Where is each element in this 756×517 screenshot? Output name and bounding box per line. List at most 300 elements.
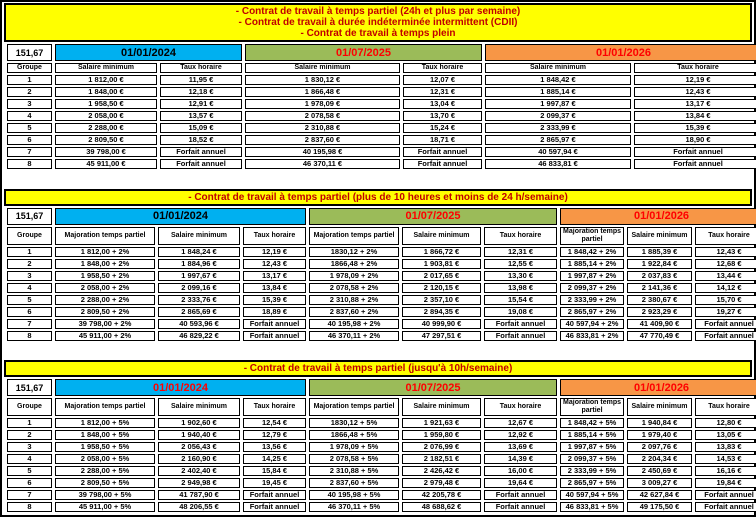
group-cell: 4 xyxy=(7,454,52,464)
group-cell: 6 xyxy=(7,307,52,317)
data-cell: 12,43 € xyxy=(243,259,306,269)
data-cell: 13,30 € xyxy=(484,271,557,281)
data-cell: 48 688,62 € xyxy=(402,502,481,512)
data-cell: Forfait annuel xyxy=(484,490,557,500)
group-cell: 2 xyxy=(7,87,52,97)
data-cell: 1 997,87 + 2% xyxy=(560,271,624,281)
data-cell: 13,69 € xyxy=(484,442,557,452)
period-date-cell: 01/01/2026 xyxy=(485,44,756,61)
data-cell: 1 997,67 € xyxy=(158,271,240,281)
data-cell: 12,92 € xyxy=(484,430,557,440)
table-row xyxy=(7,259,756,269)
data-cell: 13,98 € xyxy=(484,283,557,293)
data-cell: 1 940,84 € xyxy=(627,418,692,428)
column-header: Salaire minimum xyxy=(55,63,157,73)
data-cell: 14,25 € xyxy=(243,454,306,464)
data-cell: 1 848,00 € xyxy=(55,87,157,97)
data-cell: 12,91 € xyxy=(160,99,242,109)
table-title-line: - Contrat de travail à temps plein xyxy=(300,28,456,39)
data-cell: 18,52 € xyxy=(160,135,242,145)
period-header-row xyxy=(7,379,756,396)
table-row xyxy=(7,283,756,293)
table-row xyxy=(7,295,756,305)
table-row xyxy=(7,111,756,121)
data-cell: 2 058,00 + 2% xyxy=(55,283,155,293)
data-cell: 14,39 € xyxy=(484,454,557,464)
data-cell: 1 848,00 + 5% xyxy=(55,430,155,440)
data-cell: 14,53 € xyxy=(695,454,756,464)
data-cell: 40 597,94 + 5% xyxy=(560,490,624,500)
data-cell: 40 195,98 + 5% xyxy=(309,490,399,500)
data-cell: Forfait annuel xyxy=(695,331,756,341)
data-cell: 19,27 € xyxy=(695,307,756,317)
data-cell: 1 866,72 € xyxy=(402,247,481,257)
data-cell: 2 333,99 + 2% xyxy=(560,295,624,305)
data-cell: 1 812,00 + 5% xyxy=(55,418,155,428)
column-header-row xyxy=(7,63,756,73)
table-title-line: - Contrat de travail à temps partiel (jusqu'à 10h/semaine) xyxy=(243,363,513,374)
period-date-cell: 01/01/2026 xyxy=(560,379,756,396)
data-cell: 2 078,58 + 2% xyxy=(309,283,399,293)
data-cell: 2 058,00 + 5% xyxy=(55,454,155,464)
data-cell: 12,07 € xyxy=(403,75,482,85)
data-cell: 13,17 € xyxy=(634,99,756,109)
group-column-header: Groupe xyxy=(7,227,52,245)
table-row xyxy=(7,502,756,512)
data-cell: 39 798,00 + 2% xyxy=(55,319,155,329)
data-cell: 2 923,29 € xyxy=(627,307,692,317)
data-cell: 2 099,37 € xyxy=(485,111,631,121)
table-row xyxy=(7,307,756,317)
data-cell: 1866,48 + 2% xyxy=(309,259,399,269)
group-cell: 3 xyxy=(7,99,52,109)
data-cell: 2 099,16 € xyxy=(158,283,240,293)
hours-reference-cell: 151,67 xyxy=(7,208,52,225)
data-cell: Forfait annuel xyxy=(403,147,482,157)
data-cell: 47 297,51 € xyxy=(402,331,481,341)
data-cell: 12,43 € xyxy=(695,247,756,257)
group-cell: 1 xyxy=(7,247,52,257)
data-cell: 40 195,98 + 2% xyxy=(309,319,399,329)
data-cell: 12,31 € xyxy=(403,87,482,97)
column-header: Majoration temps partiel xyxy=(309,398,399,416)
data-cell: 19,64 € xyxy=(484,478,557,488)
group-cell: 4 xyxy=(7,283,52,293)
group-cell: 5 xyxy=(7,466,52,476)
data-cell: 46 833,81 + 5% xyxy=(560,502,624,512)
table-title-line: - Contrat de travail à temps partiel (24h et plus par semaine) xyxy=(235,6,521,17)
table-row xyxy=(7,418,756,428)
data-cell: 2 865,97 € xyxy=(485,135,631,145)
data-cell: 1830,12 + 2% xyxy=(309,247,399,257)
data-cell: 2 357,10 € xyxy=(402,295,481,305)
data-cell: 13,04 € xyxy=(403,99,482,109)
table-banner xyxy=(4,3,752,42)
data-cell: 2 288,00 + 5% xyxy=(55,466,155,476)
data-cell: 15,70 € xyxy=(695,295,756,305)
data-cell: 2 380,67 € xyxy=(627,295,692,305)
group-cell: 5 xyxy=(7,123,52,133)
column-header-row xyxy=(7,398,756,416)
data-cell: 1 884,96 € xyxy=(158,259,240,269)
data-cell: 2 078,58 € xyxy=(245,111,400,121)
data-cell: 12,31 € xyxy=(484,247,557,257)
period-date-cell: 01/07/2025 xyxy=(309,379,557,396)
data-cell: 2 160,90 € xyxy=(158,454,240,464)
data-cell: 42 627,84 € xyxy=(627,490,692,500)
period-header-row xyxy=(7,208,756,225)
data-cell: 1 958,50 + 5% xyxy=(55,442,155,452)
data-cell: 41 409,90 € xyxy=(627,319,692,329)
group-cell: 2 xyxy=(7,259,52,269)
data-cell: Forfait annuel xyxy=(160,147,242,157)
data-cell: 11,95 € xyxy=(160,75,242,85)
data-cell: 1 848,24 € xyxy=(158,247,240,257)
data-cell: 13,44 € xyxy=(695,271,756,281)
column-header-row xyxy=(7,227,756,245)
column-header: Majoration temps partiel xyxy=(309,227,399,245)
data-cell: 14,12 € xyxy=(695,283,756,293)
group-cell: 8 xyxy=(7,331,52,341)
hours-reference-cell: 151,67 xyxy=(7,44,52,61)
data-cell: Forfait annuel xyxy=(243,331,306,341)
data-cell: 16,16 € xyxy=(695,466,756,476)
rates-table xyxy=(4,206,756,343)
group-cell: 1 xyxy=(7,418,52,428)
column-header: Majoration temps partiel xyxy=(560,398,624,416)
section-temps-partiel-10-24h xyxy=(4,189,752,343)
group-cell: 8 xyxy=(7,502,52,512)
column-header: Taux horaire xyxy=(634,63,756,73)
data-cell: 12,68 € xyxy=(695,259,756,269)
data-cell: 13,56 € xyxy=(243,442,306,452)
data-cell: 12,54 € xyxy=(243,418,306,428)
data-cell: 46 370,11 € xyxy=(245,159,400,169)
period-header-row xyxy=(7,44,756,61)
data-cell: Forfait annuel xyxy=(243,490,306,500)
data-cell: 12,67 € xyxy=(484,418,557,428)
data-cell: 2 333,99 € xyxy=(485,123,631,133)
data-cell: 2 288,00 € xyxy=(55,123,157,133)
column-header: Taux horaire xyxy=(695,398,756,416)
data-cell: 19,84 € xyxy=(695,478,756,488)
group-cell: 6 xyxy=(7,135,52,145)
data-cell: 12,55 € xyxy=(484,259,557,269)
data-cell: 2 182,51 € xyxy=(402,454,481,464)
data-cell: 2 949,98 € xyxy=(158,478,240,488)
data-cell: 49 175,50 € xyxy=(627,502,692,512)
data-cell: 2 979,48 € xyxy=(402,478,481,488)
group-cell: 4 xyxy=(7,111,52,121)
period-date-cell: 01/01/2024 xyxy=(55,379,306,396)
data-cell: 45 911,00 + 2% xyxy=(55,331,155,341)
data-cell: 19,45 € xyxy=(243,478,306,488)
group-cell: 7 xyxy=(7,147,52,157)
data-cell: 1866,48 + 5% xyxy=(309,430,399,440)
data-cell: 46 833,81 € xyxy=(485,159,631,169)
data-cell: 13,70 € xyxy=(403,111,482,121)
data-cell: 13,57 € xyxy=(160,111,242,121)
data-cell: 2 204,34 € xyxy=(627,454,692,464)
section-temps-partiel-moins-10h xyxy=(4,360,752,514)
data-cell: 12,80 € xyxy=(695,418,756,428)
data-cell: 12,19 € xyxy=(634,75,756,85)
data-cell: 40 593,96 € xyxy=(158,319,240,329)
column-header: Salaire minimum xyxy=(627,227,692,245)
data-cell: 42 205,78 € xyxy=(402,490,481,500)
data-cell: Forfait annuel xyxy=(484,502,557,512)
table-row xyxy=(7,147,756,157)
data-cell: 1 848,42 + 2% xyxy=(560,247,624,257)
column-header: Taux horaire xyxy=(160,63,242,73)
data-cell: 2 141,36 € xyxy=(627,283,692,293)
table-row xyxy=(7,99,756,109)
data-cell: 12,19 € xyxy=(243,247,306,257)
data-cell: 2 310,88 + 2% xyxy=(309,295,399,305)
data-cell: 39 798,00 + 5% xyxy=(55,490,155,500)
data-cell: 40 999,90 € xyxy=(402,319,481,329)
column-header: Majoration temps partiel xyxy=(55,227,155,245)
data-cell: Forfait annuel xyxy=(695,319,756,329)
table-row xyxy=(7,490,756,500)
table-host xyxy=(4,42,752,171)
table-row xyxy=(7,478,756,488)
data-cell: 13,17 € xyxy=(243,271,306,281)
data-cell: 16,00 € xyxy=(484,466,557,476)
data-cell: 19,08 € xyxy=(484,307,557,317)
column-header: Taux horaire xyxy=(243,398,306,416)
group-cell: 5 xyxy=(7,295,52,305)
data-cell: 13,84 € xyxy=(243,283,306,293)
data-cell: Forfait annuel xyxy=(243,502,306,512)
data-cell: Forfait annuel xyxy=(634,147,756,157)
data-cell: Forfait annuel xyxy=(160,159,242,169)
data-cell: 1 958,50 € xyxy=(55,99,157,109)
data-cell: 1 978,09 + 5% xyxy=(309,442,399,452)
data-cell: 1 812,00 € xyxy=(55,75,157,85)
data-cell: 1 848,00 + 2% xyxy=(55,259,155,269)
data-cell: 13,05 € xyxy=(695,430,756,440)
table-row xyxy=(7,123,756,133)
data-cell: 2 333,99 + 5% xyxy=(560,466,624,476)
section-temps-plein xyxy=(4,3,752,171)
period-date-cell: 01/07/2025 xyxy=(245,44,482,61)
data-cell: 2 837,60 + 2% xyxy=(309,307,399,317)
data-cell: 1 848,42 + 5% xyxy=(560,418,624,428)
data-cell: 2 894,35 € xyxy=(402,307,481,317)
data-cell: 40 195,98 € xyxy=(245,147,400,157)
data-cell: 2 099,37 + 5% xyxy=(560,454,624,464)
data-cell: 2 809,50 € xyxy=(55,135,157,145)
table-title-line: - Contrat de travail à durée indéterminée intermittent (CDII) xyxy=(238,17,518,28)
data-cell: 2 402,40 € xyxy=(158,466,240,476)
period-date-cell: 01/01/2026 xyxy=(560,208,756,225)
data-cell: 15,39 € xyxy=(243,295,306,305)
data-cell: 2 865,69 € xyxy=(158,307,240,317)
table-row xyxy=(7,87,756,97)
table-host xyxy=(4,206,752,343)
data-cell: Forfait annuel xyxy=(484,319,557,329)
data-cell: 46 833,81 + 2% xyxy=(560,331,624,341)
data-cell: Forfait annuel xyxy=(695,502,756,512)
column-header: Majoration temps partiel xyxy=(560,227,624,245)
table-banner xyxy=(4,189,752,206)
data-cell: 2 333,76 € xyxy=(158,295,240,305)
data-cell: 1 921,63 € xyxy=(402,418,481,428)
column-header: Taux horaire xyxy=(484,227,557,245)
group-column-header: Groupe xyxy=(7,398,52,416)
table-row xyxy=(7,75,756,85)
data-cell: 1 979,40 € xyxy=(627,430,692,440)
group-cell: 6 xyxy=(7,478,52,488)
data-cell: 1 922,84 € xyxy=(627,259,692,269)
data-cell: 46 370,11 + 2% xyxy=(309,331,399,341)
group-cell: 7 xyxy=(7,319,52,329)
data-cell: 18,89 € xyxy=(243,307,306,317)
data-cell: 15,24 € xyxy=(403,123,482,133)
column-header: Salaire minimum xyxy=(402,227,481,245)
data-cell: 3 009,27 € xyxy=(627,478,692,488)
data-cell: 15,39 € xyxy=(634,123,756,133)
data-cell: 1830,12 + 5% xyxy=(309,418,399,428)
group-cell: 2 xyxy=(7,430,52,440)
data-cell: Forfait annuel xyxy=(484,331,557,341)
data-cell: 40 597,94 € xyxy=(485,147,631,157)
table-row xyxy=(7,319,756,329)
data-cell: 1 997,87 + 5% xyxy=(560,442,624,452)
column-header: Taux horaire xyxy=(243,227,306,245)
table-row xyxy=(7,247,756,257)
data-cell: 1 885,14 + 2% xyxy=(560,259,624,269)
period-date-cell: 01/01/2024 xyxy=(55,208,306,225)
rates-table xyxy=(4,377,756,514)
column-header: Salaire minimum xyxy=(627,398,692,416)
data-cell: 18,90 € xyxy=(634,135,756,145)
data-cell: 1 959,80 € xyxy=(402,430,481,440)
group-cell: 3 xyxy=(7,442,52,452)
data-cell: 1 940,40 € xyxy=(158,430,240,440)
data-cell: 12,18 € xyxy=(160,87,242,97)
data-cell: 48 206,55 € xyxy=(158,502,240,512)
data-cell: 2 450,69 € xyxy=(627,466,692,476)
table-title-line: - Contrat de travail à temps partiel (plus de 10 heures et moins de 24 h/semaine) xyxy=(188,191,568,203)
column-header: Salaire minimum xyxy=(245,63,400,73)
data-cell: 1 830,12 € xyxy=(245,75,400,85)
data-cell: 1 958,50 + 2% xyxy=(55,271,155,281)
table-row xyxy=(7,331,756,341)
data-cell: 2 865,97 + 5% xyxy=(560,478,624,488)
data-cell: 1 885,14 + 5% xyxy=(560,430,624,440)
column-header: Taux horaire xyxy=(403,63,482,73)
data-cell: Forfait annuel xyxy=(403,159,482,169)
group-cell: 8 xyxy=(7,159,52,169)
data-cell: 2 809,50 + 2% xyxy=(55,307,155,317)
data-cell: 2 865,97 + 2% xyxy=(560,307,624,317)
group-cell: 1 xyxy=(7,75,52,85)
column-header: Majoration temps partiel xyxy=(55,398,155,416)
data-cell: 1 903,81 € xyxy=(402,259,481,269)
data-cell: 45 911,00 + 5% xyxy=(55,502,155,512)
table-row xyxy=(7,159,756,169)
column-header: Salaire minimum xyxy=(485,63,631,73)
data-cell: 2 837,60 € xyxy=(245,135,400,145)
data-cell: 1 978,09 € xyxy=(245,99,400,109)
data-cell: 2 099,37 + 2% xyxy=(560,283,624,293)
data-cell: 2 809,50 + 5% xyxy=(55,478,155,488)
table-row xyxy=(7,430,756,440)
data-cell: 1 885,14 € xyxy=(485,87,631,97)
table-row xyxy=(7,271,756,281)
data-cell: 2 037,83 € xyxy=(627,271,692,281)
data-cell: 46 829,22 € xyxy=(158,331,240,341)
column-header: Salaire minimum xyxy=(158,398,240,416)
group-cell: 7 xyxy=(7,490,52,500)
data-cell: 12,79 € xyxy=(243,430,306,440)
data-cell: 40 597,94 + 2% xyxy=(560,319,624,329)
group-cell: 3 xyxy=(7,271,52,281)
data-cell: 15,54 € xyxy=(484,295,557,305)
table-host xyxy=(4,377,752,514)
table-row xyxy=(7,442,756,452)
period-date-cell: 01/01/2024 xyxy=(55,44,242,61)
data-cell: 15,84 € xyxy=(243,466,306,476)
data-cell: 2 120,15 € xyxy=(402,283,481,293)
data-cell: 2 310,88 + 5% xyxy=(309,466,399,476)
data-cell: 1 812,00 + 2% xyxy=(55,247,155,257)
data-cell: 1 848,42 € xyxy=(485,75,631,85)
data-cell: 1 866,48 € xyxy=(245,87,400,97)
data-cell: 2 076,99 € xyxy=(402,442,481,452)
column-header: Taux horaire xyxy=(695,227,756,245)
table-banner xyxy=(4,360,752,377)
rates-table xyxy=(4,42,756,171)
data-cell: 2 078,58 + 5% xyxy=(309,454,399,464)
data-cell: 41 787,90 € xyxy=(158,490,240,500)
data-cell: 18,71 € xyxy=(403,135,482,145)
table-row xyxy=(7,135,756,145)
data-cell: 12,43 € xyxy=(634,87,756,97)
data-cell: 2 288,00 + 2% xyxy=(55,295,155,305)
data-cell: 2 097,76 € xyxy=(627,442,692,452)
data-cell: Forfait annuel xyxy=(243,319,306,329)
column-header: Salaire minimum xyxy=(158,227,240,245)
data-cell: 2 058,00 € xyxy=(55,111,157,121)
data-cell: 39 798,00 € xyxy=(55,147,157,157)
table-row xyxy=(7,466,756,476)
data-cell: 15,09 € xyxy=(160,123,242,133)
group-column-header: Groupe xyxy=(7,63,52,73)
data-cell: 1 978,09 + 2% xyxy=(309,271,399,281)
data-cell: 2 310,88 € xyxy=(245,123,400,133)
column-header: Taux horaire xyxy=(484,398,557,416)
data-cell: 46 370,11 + 5% xyxy=(309,502,399,512)
data-cell: Forfait annuel xyxy=(634,159,756,169)
data-cell: Forfait annuel xyxy=(695,490,756,500)
hours-reference-cell: 151,67 xyxy=(7,379,52,396)
table-row xyxy=(7,454,756,464)
data-cell: 2 056,43 € xyxy=(158,442,240,452)
data-cell: 2 837,60 + 5% xyxy=(309,478,399,488)
data-cell: 2 426,42 € xyxy=(402,466,481,476)
data-cell: 1 902,60 € xyxy=(158,418,240,428)
data-cell: 13,83 € xyxy=(695,442,756,452)
column-header: Salaire minimum xyxy=(402,398,481,416)
data-cell: 2 017,65 € xyxy=(402,271,481,281)
data-cell: 1 997,87 € xyxy=(485,99,631,109)
period-date-cell: 01/07/2025 xyxy=(309,208,557,225)
data-cell: 1 885,39 € xyxy=(627,247,692,257)
data-cell: 47 770,49 € xyxy=(627,331,692,341)
